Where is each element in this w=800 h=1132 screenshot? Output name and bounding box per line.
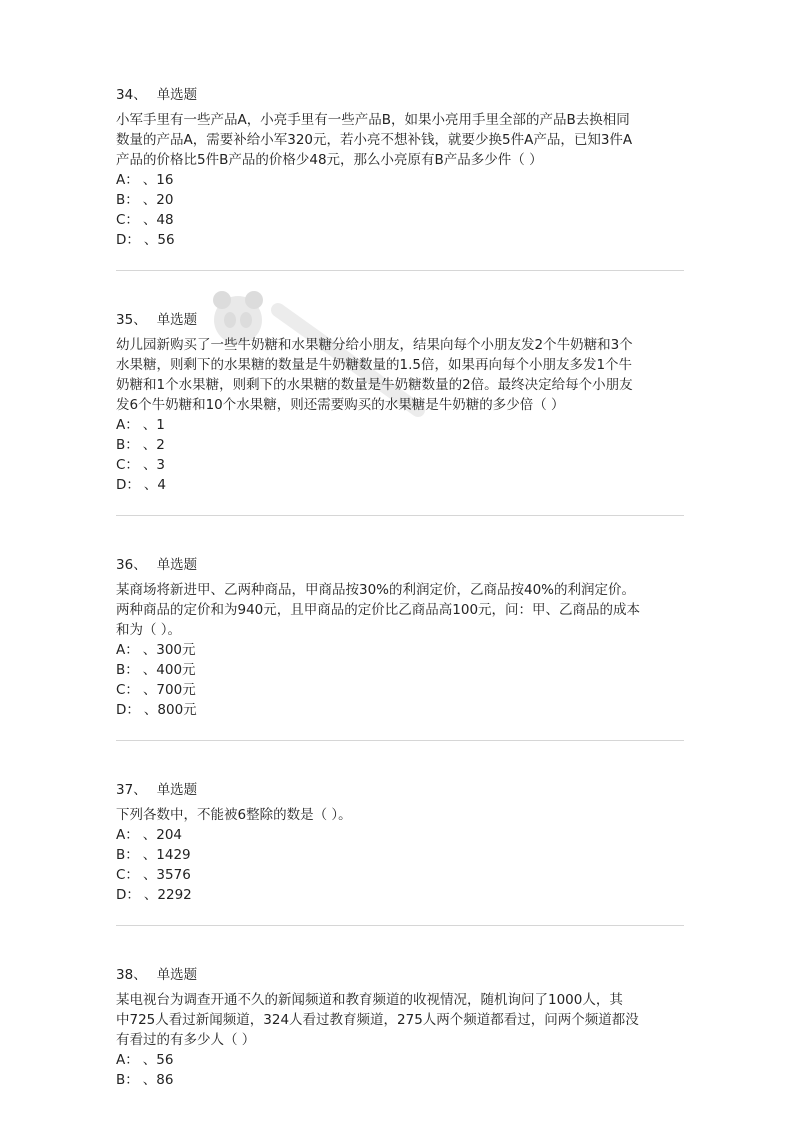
question-divider [116,740,684,741]
answer-option-text: 、16 [142,172,174,188]
question-stem [116,805,686,825]
answer-option-text: 、20 [142,192,174,208]
question-separator: 、 [133,967,147,983]
answer-option-text: 、3576 [142,867,191,883]
question-stem-line: 发6个牛奶糖和10个水果糖，则还需要购买的水果糖是牛奶糖的多少倍（ ） [116,397,565,413]
question-number: 35 [116,312,134,328]
answer-option-label: A： [116,827,139,843]
answer-option-label: A： [116,642,139,658]
question-stem-line: 某商场将新进甲、乙两种商品，甲商品按30%的利润定价，乙商品按40%的利润定价。 [116,582,636,598]
answer-option-text: 、3 [142,457,166,473]
answer-option-label: B： [116,192,139,208]
answer-option[interactable] [116,865,686,885]
answer-option-text: 、2 [142,437,165,453]
question-header [116,309,686,331]
answer-option-text: 、2292 [143,887,192,903]
answer-options [116,170,686,250]
question-number: 37 [116,782,134,798]
question-stem-line: 产品的价格比5件B产品的价格少48元，那么小亮原有B产品多少件（ ） [116,152,543,168]
question-type: 单选题 [156,782,198,798]
answer-options [116,415,686,495]
question-37 [116,779,686,905]
question-divider [116,515,684,516]
answer-option-label: B： [116,437,139,453]
answer-option[interactable] [116,700,686,720]
answer-option-label: B： [116,1072,139,1088]
question-header [116,554,686,576]
question-header [116,779,686,801]
answer-option-label: D： [116,887,140,903]
answer-option[interactable] [116,680,686,700]
question-34 [116,84,686,250]
question-type: 单选题 [156,312,198,328]
question-stem-line: 幼儿园新购买了一些牛奶糖和水果糖分给小朋友，结果向每个小朋友发2个牛奶糖和3个 [116,337,633,353]
answer-option[interactable] [116,1050,686,1070]
answer-option-label: A： [116,172,139,188]
answer-options [116,1050,686,1090]
question-number: 36 [116,557,134,573]
answer-option-label: D： [116,702,140,718]
question-header [116,84,686,106]
question-number: 38 [116,967,134,983]
question-stem-line: 下列各数中，不能被6整除的数是（ ）。 [116,807,352,823]
question-stem [116,990,686,1050]
answer-option-text: 、800元 [143,702,197,718]
question-stem-line: 水果糖，则剩下的水果糖的数量是牛奶糖数量的1.5倍，如果再向每个小朋友多发1个牛 [116,357,633,373]
answer-option[interactable] [116,825,686,845]
answer-option-text: 、86 [142,1072,174,1088]
answer-option-text: 、700元 [142,682,196,698]
question-list [116,84,686,1090]
question-stem-line: 数量的产品A，需要补给小军320元，若小亮不想补钱，就要少换5件A产品，已知3件A [116,132,633,148]
answer-option-label: B： [116,662,139,678]
answer-option-label: C： [116,212,139,228]
answer-option-text: 、300元 [142,642,196,658]
answer-option-text: 、1 [142,417,165,433]
question-separator: 、 [133,782,147,798]
answer-option-text: 、204 [142,827,183,843]
question-type: 单选题 [156,87,198,103]
answer-option[interactable] [116,885,686,905]
answer-option[interactable] [116,455,686,475]
answer-option-label: B： [116,847,139,863]
question-stem-line: 小军手里有一些产品A，小亮手里有一些产品B，如果小亮用手里全部的产品B去换相同 [116,112,630,128]
question-36 [116,554,686,720]
answer-option[interactable] [116,845,686,865]
question-separator: 、 [133,312,147,328]
question-38 [116,964,686,1090]
question-stem [116,580,686,640]
answer-option[interactable] [116,415,686,435]
answer-option-label: C： [116,457,139,473]
answer-options [116,825,686,905]
answer-option-text: 、48 [142,212,174,228]
answer-option[interactable] [116,1070,686,1090]
answer-option-label: C： [116,682,139,698]
answer-option-label: D： [116,232,140,248]
answer-option[interactable] [116,435,686,455]
answer-option[interactable] [116,210,686,230]
question-35 [116,309,686,495]
answer-options [116,640,686,720]
question-stem [116,110,686,170]
answer-option[interactable] [116,190,686,210]
answer-option-label: D： [116,477,140,493]
question-stem-line: 和为（ ）。 [116,622,182,638]
question-type: 单选题 [156,557,198,573]
question-number: 34 [116,87,134,103]
answer-option[interactable] [116,660,686,680]
question-header [116,964,686,986]
question-stem-line: 有看过的有多少人（ ） [116,1032,256,1048]
question-separator: 、 [133,87,147,103]
answer-option-label: A： [116,1052,139,1068]
answer-option-text: 、1429 [142,847,191,863]
question-stem [116,335,686,415]
question-divider [116,270,684,271]
question-stem-line: 中725人看过新闻频道，324人看过教育频道，275人两个频道都看过，问两个频道都没 [116,1012,639,1028]
answer-option-text: 、56 [143,232,175,248]
answer-option-text: 、56 [142,1052,174,1068]
answer-option-text: 、400元 [142,662,196,678]
question-stem-line: 两种商品的定价和为940元，且甲商品的定价比乙商品高100元，问：甲、乙商品的成本 [116,602,641,618]
question-stem-line: 某电视台为调查开通不久的新闻频道和教育频道的收视情况，随机询问了1000人，其 [116,992,623,1008]
answer-option[interactable] [116,230,686,250]
answer-option[interactable] [116,640,686,660]
answer-option-label: C： [116,867,139,883]
answer-option[interactable] [116,170,686,190]
answer-option-text: 、4 [143,477,166,493]
question-divider [116,925,684,926]
question-stem-line: 奶糖和1个水果糖，则剩下的水果糖的数量是牛奶糖数量的2倍。最终决定给每个小朋友 [116,377,633,393]
answer-option[interactable] [116,475,686,495]
answer-option-label: A： [116,417,139,433]
question-type: 单选题 [156,967,198,983]
question-separator: 、 [133,557,147,573]
